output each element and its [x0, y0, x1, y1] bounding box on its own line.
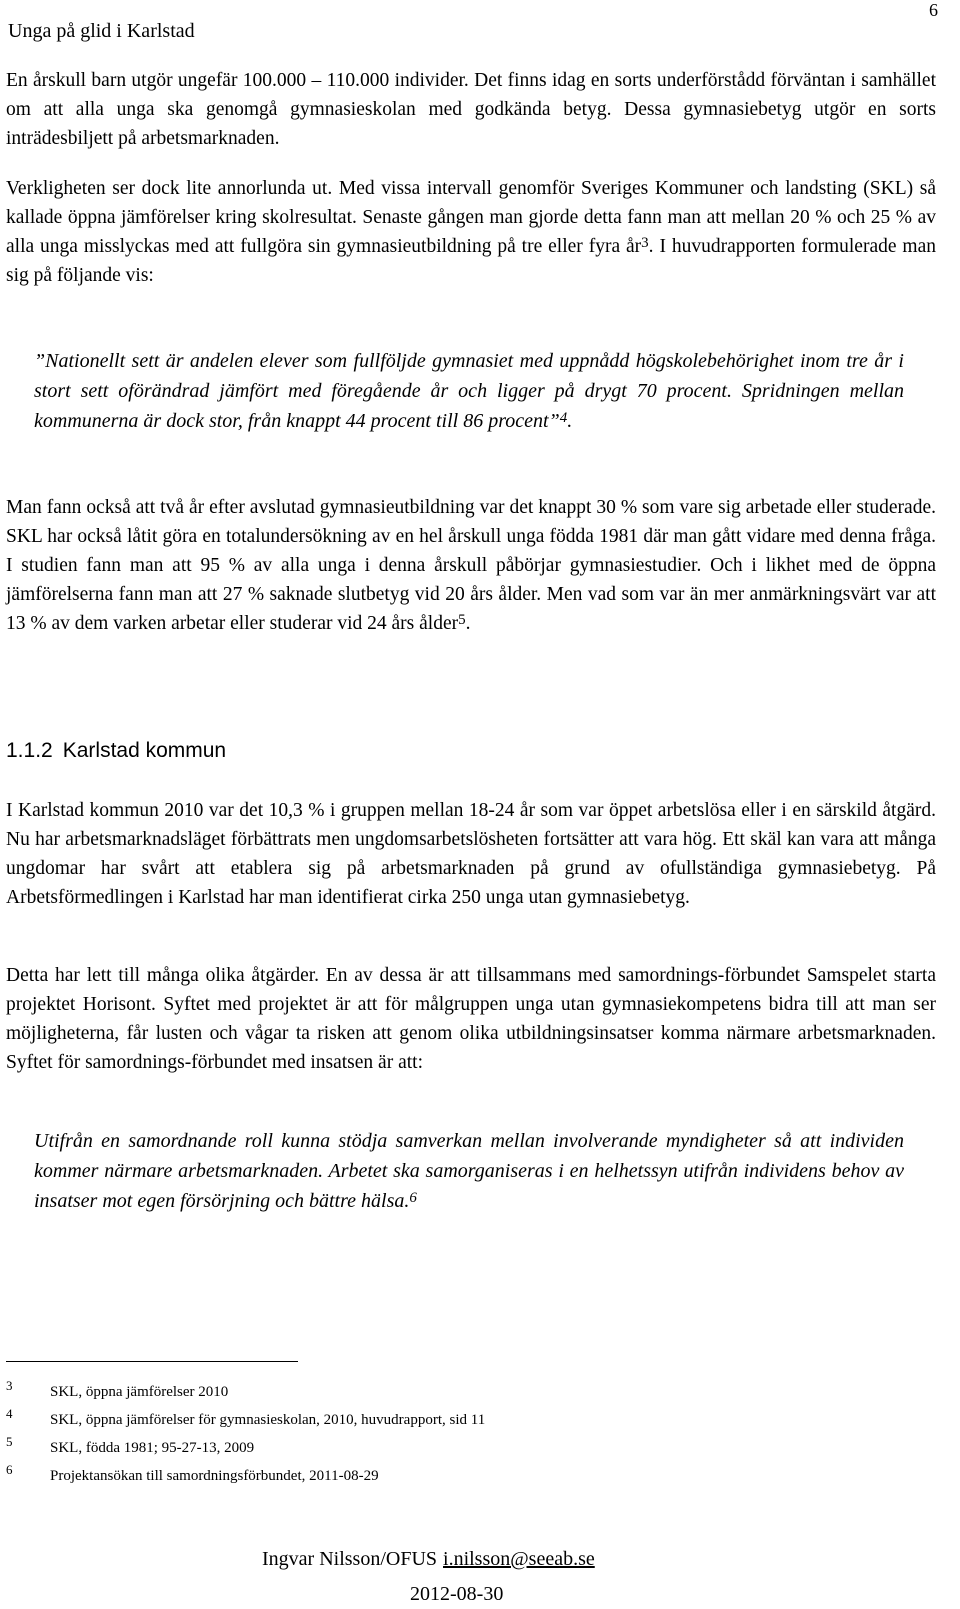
footnote-text: SKL, öppna jämförelser för gymnasieskolan, 2010, huvudrapport, sid 11: [50, 1412, 486, 1428]
paragraph-measures-text: Detta har lett till många olika åtgärder. En av dessa är att tillsammans med samordnings-förbundet Samspelet starta projektet Horisont. Syftet med projektet är att för målgruppen unga utan gymnasiekompetens bidra till att man ser möjligheterna, får lusten och vågar ta risken att genom olika utbildningsinsatser komma närmare arbetsmarknaden. Syftet för samordnings-förbundet med insatsen är att:: [6, 965, 936, 1073]
paragraph-intro-text: En årskull barn utgör ungefär 100.000 – 110.000 individer. Det finns idag en sorts underförstådd förväntan i samhället om att alla unga ska genomgå gymnasieskolan med godkända betyg. Dessa gymnasiebetyg utgör en sorts inträdesbiljett på arbetsmarknaden.: [6, 70, 936, 149]
footnote-text: SKL, födda 1981; 95-27-13, 2009: [50, 1440, 255, 1456]
blockquote-purpose: [34, 1126, 904, 1216]
blockquote-skl-tail: .: [567, 410, 573, 432]
section-title: Karlstad kommun: [62, 739, 227, 762]
footnote-number: 6: [6, 1462, 13, 1477]
footnote-number: 3: [6, 1378, 13, 1393]
footer-line: [262, 1548, 595, 1571]
footnote-ref-6: 6: [409, 1190, 417, 1206]
blockquote-skl-text: ”Nationellt sett är andelen elever som fullföljde gymnasiet med uppnådd högskolebehörighet inom tre år i stort sett oförändrad jämfört med föregående år och ligger på drygt 70 procent. Spridningen mellan kommunerna är dock stor, från knappt 44 procent till 86 procent”: [34, 350, 904, 432]
paragraph-measures: [6, 961, 936, 1077]
paragraph-reality: [6, 174, 936, 290]
footer-author: Ingvar Nilsson/OFUS: [262, 1548, 438, 1570]
section-heading: [6, 739, 226, 763]
footnote-text: Projektansökan till samordningsförbundet, 2011-08-29: [50, 1468, 379, 1484]
footer-email-link[interactable]: i.nilsson@seeab.se: [443, 1548, 595, 1570]
page-number: 6: [929, 0, 938, 20]
paragraph-intro: [6, 66, 936, 153]
footnote-number: 4: [6, 1406, 13, 1421]
section-number: 1.1.2: [6, 739, 53, 762]
footnote-ref-4: 4: [559, 410, 568, 426]
footnote-text: SKL, öppna jämförelser 2010: [50, 1384, 229, 1400]
footnote-separator: [6, 1361, 298, 1362]
footer-date: 2012-08-30: [410, 1583, 504, 1605]
footnote-ref-3: 3: [641, 235, 649, 251]
paragraph-karlstad-text: I Karlstad kommun 2010 var det 10,3 % i gruppen mellan 18-24 år som var öppet arbetslösa eller i en särskild åtgärd. Nu har arbetsmarknadsläget förbättrats men ungdomsarbetslösheten fortsätter att vara hög. Ett skäl kan vara att många ungdomar har svårt att etablera sig på arbetsmarknaden på grund av ofullständiga gymnasiebetyg. På Arbetsförmedlingen i Karlstad har man identifierat cirka 250 unga utan gymnasiebetyg.: [6, 800, 936, 908]
blockquote-skl: [34, 346, 904, 436]
paragraph-reality-text: Verkligheten ser dock lite annorlunda ut. Med vissa intervall genomför Sveriges Kommuner och landsting (SKL) så kallade öppna jämförelser kring skolresultat. Senaste gången man gjorde detta fann man att mellan 20 % och 25 % av alla unga misslyckas med att fullgöra sin gymnasieutbildning på tre eller fyra år: [6, 178, 936, 257]
paragraph-followup-text: Man fann också att två år efter avslutad gymnasieutbildning var det knappt 30 % som vare sig arbetade eller studerade. SKL har också låtit göra en totalundersökning av en hel årskull unga födda 1981 där man gått vidare med denna fråga. I studien fann man att 95 % av alla unga i denna årskull påbörjar gymnasiestudier. Och i likhet med de öppna jämförelserna fann man att 27 % saknade slutbetyg vid 20 års ålder. Men vad som var än mer anmärkningsvärt var att 13 % av dem varken arbetar eller studerar vid 24 års ålder: [6, 497, 936, 634]
running-header: Unga på glid i Karlstad: [8, 20, 195, 42]
paragraph-karlstad: [6, 796, 936, 912]
footnote-ref-5: 5: [458, 612, 466, 628]
blockquote-purpose-text: Utifrån en samordnande roll kunna stödja samverkan mellan involverande myndigheter så att individen kommer närmare arbetsmarknaden. Arbetet ska samorganiseras i en helhetssyn utifrån individens behov av insatser mot egen försörjning och bättre hälsa.: [34, 1130, 904, 1212]
paragraph-followup: [6, 493, 936, 638]
footnote-number: 5: [6, 1434, 13, 1449]
paragraph-reality-tail: . I huvudrapporten formulerade man sig på följande vis:: [6, 236, 936, 286]
paragraph-followup-tail: .: [465, 613, 471, 634]
